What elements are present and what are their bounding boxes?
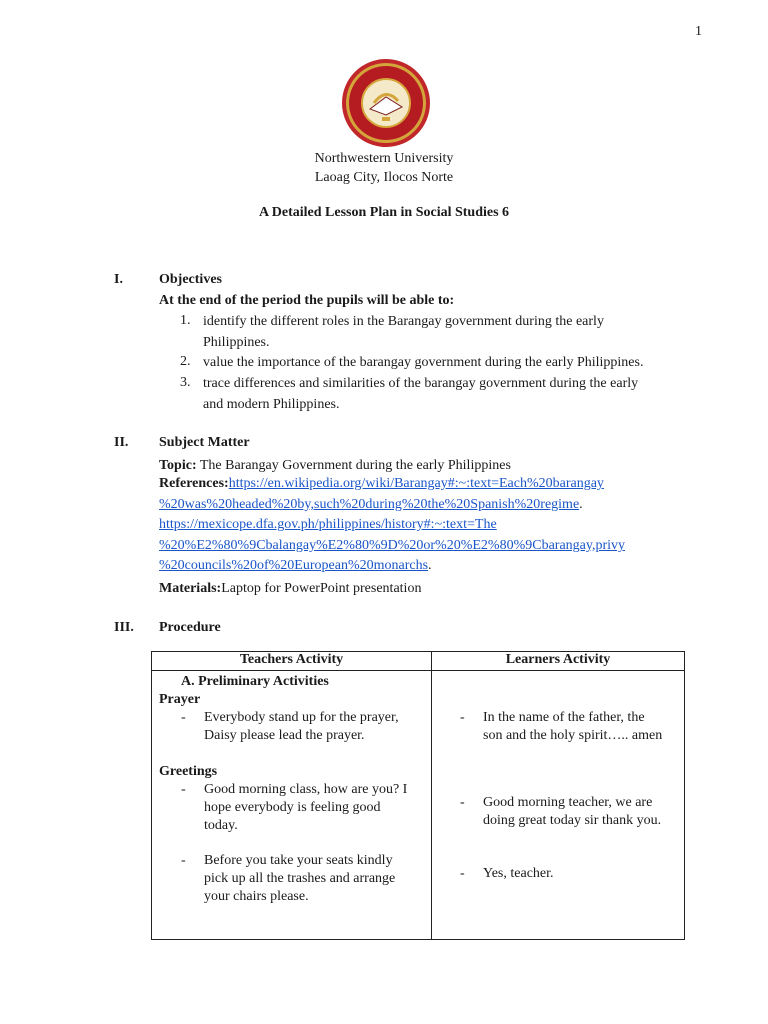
learners-activity-cell bbox=[432, 671, 685, 940]
reference-link-dfa[interactable]: https://mexicope.dfa.gov.ph/philippines/history#:~:text=The bbox=[159, 517, 497, 532]
dash-bullet: - bbox=[181, 710, 186, 725]
dash-bullet: - bbox=[181, 853, 186, 868]
teachers-activity-cell bbox=[152, 671, 432, 940]
reference-period: . bbox=[428, 558, 432, 573]
objective-line: and modern Philippines. bbox=[203, 396, 340, 412]
text-line: hope everybody is feeling good bbox=[204, 800, 381, 815]
text-line: doing great today sir thank you. bbox=[483, 813, 662, 828]
document-title: A Detailed Lesson Plan in Social Studies 6 bbox=[258, 205, 510, 220]
objective-item bbox=[203, 353, 683, 374]
text-line: Everybody stand up for the prayer, bbox=[204, 710, 399, 725]
text-line: Daisy please lead the prayer. bbox=[204, 728, 365, 743]
references-line bbox=[159, 476, 604, 492]
references-label: References: bbox=[159, 476, 229, 491]
text-line: In the name of the father, the bbox=[483, 710, 645, 725]
topic-value: The Barangay Government during the early Philippines bbox=[199, 458, 511, 473]
objectives-heading: Objectives bbox=[159, 272, 222, 287]
text-line: Before you take your seats kindly bbox=[204, 853, 393, 868]
text-line: son and the holy spirit….. amen bbox=[483, 728, 663, 743]
text-line: Good morning teacher, we are bbox=[483, 795, 653, 810]
objective-item bbox=[203, 374, 683, 415]
procedure-heading: Procedure bbox=[159, 620, 221, 635]
subject-matter-heading: Subject Matter bbox=[159, 435, 250, 450]
objective-line: value the importance of the barangay government during the early Philippines. bbox=[203, 355, 644, 370]
section-ii-numeral: II. bbox=[114, 435, 129, 450]
dash-bullet: - bbox=[181, 782, 186, 797]
objective-line: trace differences and similarities of the barangay government during the early bbox=[203, 376, 639, 391]
materials-value: Laptop for PowerPoint presentation bbox=[221, 581, 422, 596]
reference-link-line bbox=[159, 497, 583, 513]
reference-link-wikipedia-cont[interactable]: %20was%20headed%20by,such%20during%20the%20Spanish%20regime bbox=[159, 497, 580, 512]
topic-label: Topic: bbox=[159, 458, 197, 473]
prayer-learner-text bbox=[483, 709, 662, 745]
reference-link-line bbox=[159, 558, 432, 574]
prayer-label: Prayer bbox=[159, 692, 201, 707]
university-location: Laoag City, Ilocos Norte bbox=[314, 170, 454, 185]
greetings-learner-text bbox=[483, 794, 661, 830]
dash-bullet: - bbox=[460, 866, 465, 881]
page-number: 1 bbox=[695, 24, 702, 39]
reference-link-dfa-cont[interactable]: %20%E2%80%9Cbalangay%E2%80%9D%20or%20%E2%80%9Cbarangay,privy bbox=[159, 538, 626, 553]
text-line: Good morning class, how are you? I bbox=[204, 782, 408, 797]
topic-line bbox=[159, 456, 511, 476]
materials-line bbox=[159, 579, 421, 599]
objective-line: identify the different roles in the Barangay government during the early bbox=[203, 314, 604, 329]
objective-number: 1. bbox=[180, 313, 191, 328]
reference-link-dfa-end[interactable]: %20councils%20of%20European%20monarchs bbox=[159, 558, 429, 573]
objective-number: 2. bbox=[180, 354, 191, 369]
objective-number: 3. bbox=[180, 375, 191, 390]
text-line: today. bbox=[204, 818, 238, 833]
objective-item bbox=[203, 312, 683, 353]
reference-period: . bbox=[579, 497, 583, 512]
learners-activity-header: Learners Activity bbox=[432, 652, 685, 671]
materials-label: Materials: bbox=[159, 581, 222, 596]
objective-line: Philippines. bbox=[203, 334, 270, 350]
seating-teacher-text bbox=[204, 852, 395, 906]
text-line: your chairs please. bbox=[204, 889, 309, 904]
preliminary-activities-heading: A. Preliminary Activities bbox=[181, 674, 329, 689]
teachers-activity-header: Teachers Activity bbox=[152, 652, 432, 671]
greetings-label: Greetings bbox=[159, 764, 218, 779]
prayer-teacher-text bbox=[204, 709, 399, 745]
dash-bullet: - bbox=[460, 795, 465, 810]
greetings-teacher-text bbox=[204, 781, 407, 835]
dash-bullet: - bbox=[460, 710, 465, 725]
reference-link-line bbox=[159, 538, 625, 554]
text-line: pick up all the trashes and arrange bbox=[204, 871, 396, 886]
reference-link-line bbox=[159, 517, 497, 533]
procedure-table bbox=[151, 651, 685, 940]
university-seal-logo bbox=[340, 57, 432, 149]
objectives-intro: At the end of the period the pupils will be able to: bbox=[159, 293, 455, 308]
seating-learner-text: Yes, teacher. bbox=[483, 866, 554, 881]
reference-link-wikipedia[interactable]: https://en.wikipedia.org/wiki/Barangay#:~:text=Each%20barangay bbox=[228, 476, 604, 491]
university-name: Northwestern University bbox=[314, 151, 454, 166]
section-i-numeral: I. bbox=[114, 272, 123, 287]
section-iii-numeral: III. bbox=[114, 620, 134, 635]
